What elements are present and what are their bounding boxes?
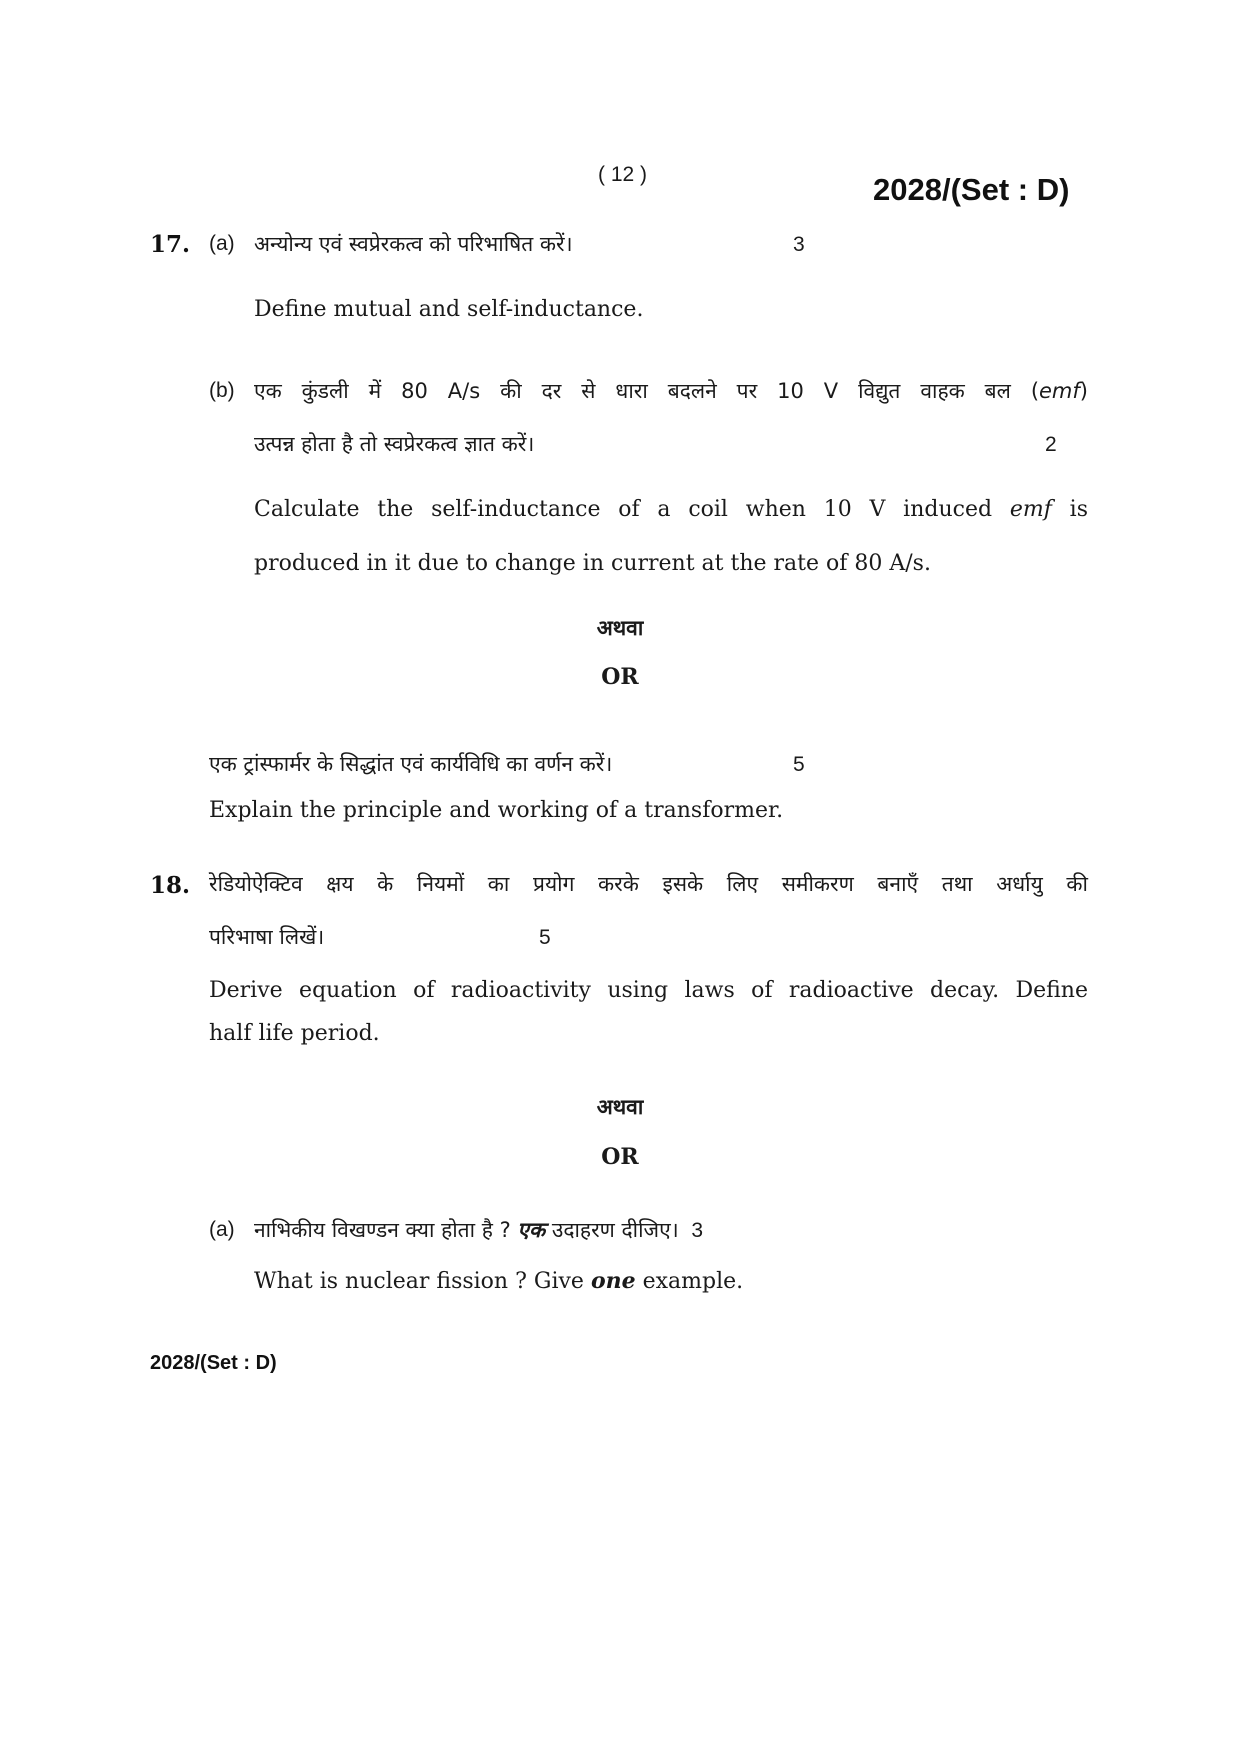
q17b-english-line1: Calculate the self-inductance of a coil when 10 V induced emf is — [254, 497, 1088, 522]
ek-bold: एक — [517, 1218, 546, 1242]
q17-or-english: OR — [601, 664, 639, 690]
paper-code-footer: 2028/(Set : D) — [150, 1352, 277, 1374]
q17b-marks: 2 — [1045, 433, 1057, 456]
q17a-hindi: अन्योन्य एवं स्वप्रेरकत्व को परिभाषित करें। — [254, 232, 573, 256]
question-17-number: 17. — [150, 231, 191, 258]
q17-alt-english: Explain the principle and working of a transformer. — [209, 798, 784, 823]
paper-code-header: 2028/(Set : D) — [873, 172, 1070, 207]
q17-alt-hindi: एक ट्रांस्फार्मर के सिद्धांत एवं कार्यविधि का वर्णन करें। — [209, 752, 613, 776]
q18-hindi-line2: परिभाषा लिखें। — [209, 925, 325, 949]
q17b-hindi-line1: एक कुंडली में 80 A/s की दर से धारा बदलने पर 10 V विद्युत वाहक बल (emf) — [254, 379, 1088, 403]
q18-english-line2: half life period. — [209, 1021, 380, 1046]
q18a-label: (a) — [209, 1218, 235, 1241]
q18-marks: 5 — [539, 926, 551, 949]
question-18-number: 18. — [150, 872, 191, 899]
q17-or-hindi: अथवा — [596, 616, 644, 640]
q18a-hindi: नाभिकीय विखण्डन क्या होता है ? एक उदाहरण दीजिए। 3 — [254, 1218, 704, 1242]
q17b-english-line2: produced in it due to change in current at the rate of 80 A/s. — [254, 551, 931, 576]
q18-hindi-line1: रेडियोऐक्टिव क्षय के नियमों का प्रयोग करके इसके लिए समीकरण बनाएँ तथा अर्धायु की — [209, 872, 1088, 896]
q18-or-hindi: अथवा — [596, 1095, 644, 1119]
q18a-marks: 3 — [691, 1219, 704, 1242]
q18-english-line1: Derive equation of radioactivity using laws of radioactive decay. Define — [209, 978, 1088, 1003]
q17a-english: Define mutual and self-inductance. — [254, 297, 644, 322]
q18a-english: What is nuclear fission ? Give one example. — [254, 1268, 744, 1294]
q17a-marks: 3 — [793, 233, 805, 256]
q17-alt-marks: 5 — [793, 753, 805, 776]
q17a-label: (a) — [209, 232, 235, 255]
page-number: ( 12 ) — [598, 163, 648, 186]
q18-or-english: OR — [601, 1144, 639, 1170]
q17b-hindi-line2: उत्पन्न होता है तो स्वप्रेरकत्व ज्ञात करें। — [254, 432, 535, 456]
q17b-label: (b) — [209, 379, 235, 402]
one-bold: one — [590, 1268, 636, 1294]
emf-italic: emf — [1039, 379, 1080, 403]
emf-italic-en: emf — [1009, 497, 1052, 522]
